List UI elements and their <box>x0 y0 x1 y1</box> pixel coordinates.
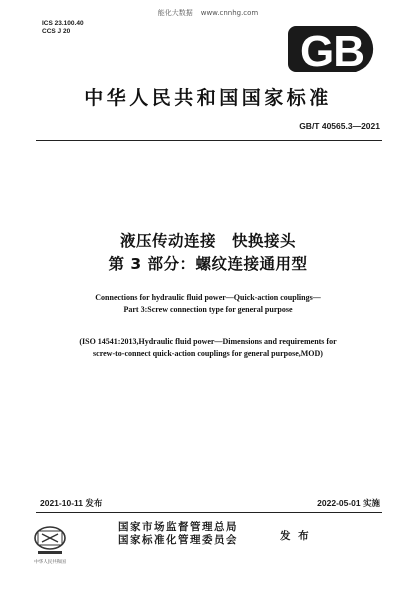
gb-logo-icon <box>286 24 384 74</box>
ics-classification <box>42 20 84 36</box>
publish-date: 2021-10-11 发布 <box>40 498 103 508</box>
ics-code: ICS 23.100.40 <box>42 20 84 27</box>
document-category-title: 中华人民共和国国家标准 <box>84 87 332 109</box>
watermark-site-url: www.cnnhg.com <box>200 9 259 17</box>
standard-number: GB/T 40565.3—2021 <box>299 121 380 131</box>
top-divider <box>36 140 382 141</box>
reference-line1: (ISO 14541:2013,Hydraulic fluid power—Dimensions and requirements for <box>79 337 337 346</box>
issue-label: 发 布 <box>280 530 311 542</box>
watermark-site-name: 能化大数据 <box>157 9 193 17</box>
seal-caption: 中华人民共和国 <box>34 560 66 565</box>
title-en-line2: Part 3:Screw connection type for general purpose <box>123 305 293 314</box>
sac-seal-icon <box>30 521 70 567</box>
issuer-samr: 国家市场监督管理总局 <box>118 521 238 533</box>
reference-line2: screw-to-connect quick-action couplings for general purpose,MOD) <box>93 349 323 358</box>
title-cn-line2: 第 3 部分：螺纹连接通用型 <box>108 255 308 273</box>
title-cn-line1: 液压传动连接 快换接头 <box>119 232 296 250</box>
issuing-authority <box>118 521 238 546</box>
gb-logo-text: GB <box>300 27 364 74</box>
issuer-sac: 国家标准化管理委员会 <box>118 533 238 546</box>
title-en-line1: Connections for hydraulic fluid power—Quick-action couplings— <box>95 293 321 302</box>
watermark <box>0 8 416 18</box>
bottom-divider <box>36 512 382 513</box>
implementation-date: 2022-05-01 实施 <box>317 498 380 508</box>
ccs-code: CCS J 20 <box>42 28 71 35</box>
